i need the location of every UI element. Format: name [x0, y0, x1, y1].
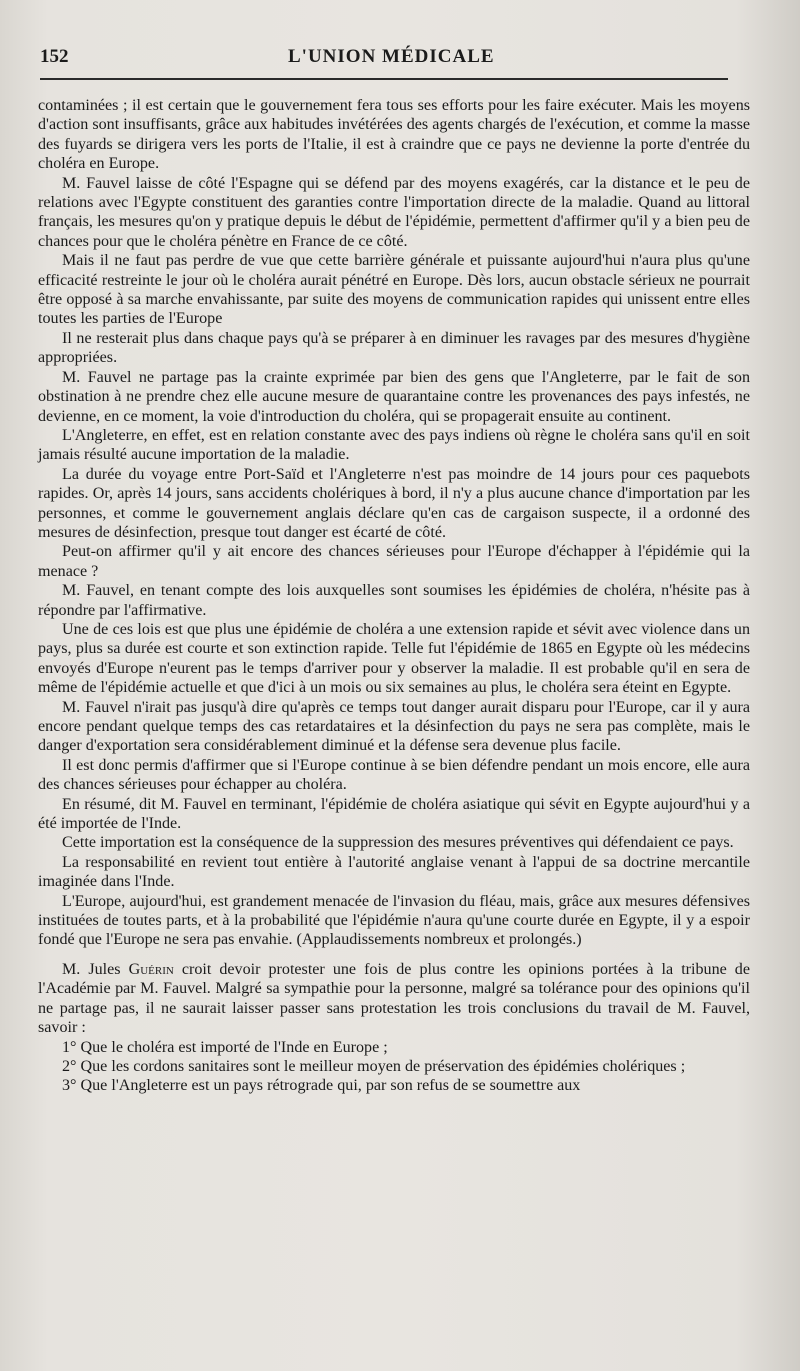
page-number: 152 — [40, 46, 69, 67]
paragraph: Cette importation est la conséquence de la suppression des mesures préventives qui défendaient ce pays. — [62, 834, 734, 852]
conclusion-item: 2° Que les cordons sanitaires sont le meilleur moyen de préservation des épidémies cholériques ; — [62, 1057, 686, 1075]
guerin-text: croit devoir protester une fois de plus contre les opinions portées à la tribune de l'Académie par M. Fauvel. Malgré sa sympathie pour la personne, malgré sa tolérance pour des opinions qu'il ne partage pas, il ne saurait laisser passer sans protestation les trois conclusions du travail de M. Fauvel, savoir : — [38, 960, 750, 1037]
paragraph: Il ne resterait plus dans chaque pays qu'à se préparer à en diminuer les ravages par des mesures d'hygiène appropriées. — [38, 329, 750, 367]
paragraph: En résumé, dit M. Fauvel en terminant, l'épidémie de choléra asiatique qui sévit en Egypte aujourd'hui y a été importée de l'Inde. — [38, 795, 750, 833]
paragraph: M. Fauvel n'irait pas jusqu'à dire qu'après ce temps tout danger aurait disparu pour l'Europe, car il y aura encore pendant quelque temps des cas retardataires et la désinfection du pays ne sera pas complète, mais le danger d'exportation sera considérablement diminué et la défense sera devenue plus facile. — [38, 698, 750, 755]
paragraph: Mais il ne faut pas perdre de vue que cette barrière générale et puissante aujourd'hui n'aura plus qu'une efficacité restreinte le jour où le choléra aurait pénétré en Europe. Dès lors, aucun obstacle sérieux ne pourrait être opposé à sa marche envahissante, par suite des moyens de communication rapides qui unissent entre elles toutes les parties de l'Europe — [38, 252, 750, 328]
paragraph: La responsabilité en revient tout entière à l'autorité anglaise venant à l'appui de sa doctrine mercantile imaginée dans l'Inde. — [38, 853, 750, 891]
paragraph: Une de ces lois est que plus une épidémie de choléra a une extension rapide et sévit avec violence dans un pays, plus sa durée est courte et son extinction rapide. Telle fut l'épidémie de 1865 en Egypte où les médecins envoyés d'Europe n'eurent pas le temps d'arriver pour y observer la maladie. Il est probable qu'il en sera de même de l'épidémie actuelle et que d'ici à un mois ou six semaines au plus, le choléra sera éteint en Egypte. — [38, 620, 750, 697]
guerin-paragraph — [38, 960, 750, 1038]
running-title: L'UNION MÉDICALE — [288, 46, 495, 67]
header-rule — [40, 78, 728, 80]
paragraph: M. Fauvel, en tenant compte des lois auxquelles sont soumises les épidémies de choléra, n'hésite pas à répondre par l'affirmative. — [38, 582, 750, 619]
paragraph: Peut-on affirmer qu'il y ait encore des chances sérieuses pour l'Europe d'échapper à l'épidémie qui la menace ? — [38, 543, 750, 580]
paragraph: M. Fauvel laisse de côté l'Espagne qui se défend par des moyens exagérés, car la distance et le peu de relations avec l'Egypte constituent des garanties contre l'importation directe de la maladie. Quand au littoral français, les mesures qu'on y pratique depuis le début de l'épidémie, permettent d'affirmer qu'il y a bien peu de chances pour que le choléra pénètre en France de ce côté. — [38, 174, 750, 250]
conclusion-item: 1° Que le choléra est importé de l'Inde en Europe ; — [62, 1038, 388, 1056]
paragraph: M. Fauvel ne partage pas la crainte exprimée par bien des gens que l'Angleterre, par le fait de son obstination à ne prendre chez elle aucune mesure de quarantaine contre les provenances des pays infestés, ne devienne, en ce moment, la voie d'introduction du choléra, qui se propagerait ensuite au continent. — [38, 368, 750, 425]
paragraph: Il est donc permis d'affirmer que si l'Europe continue à se bien défendre pendant un mois encore, elle aura des chances sérieuses pour échapper au choléra. — [38, 756, 750, 794]
speaker-name: Guérin — [128, 960, 174, 978]
paragraph: L'Angleterre, en effet, est en relation constante avec des pays indiens où règne le choléra sans qu'il en soit jamais résulté aucune importation de la maladie. — [38, 426, 750, 464]
page-header — [40, 46, 740, 72]
guerin-prefix: M. Jules — [62, 960, 129, 978]
paragraph: contaminées ; il est certain que le gouvernement fera tous ses efforts pour les faire exécuter. Mais les moyens d'action sont insuffisants, grâce aux habitudes invétérées des agents chargés de l'exécution, et comme la masse des fuyards se dirigera vers les ports de l'Italie, il est à craindre que ce pays ne devienne la porte d'entrée du choléra en Europe. — [38, 97, 750, 173]
article-body — [38, 96, 750, 1096]
conclusion-item: 3° Que l'Angleterre est un pays rétrograde qui, par son refus de se soumettre aux — [62, 1077, 581, 1095]
paragraph: La durée du voyage entre Port-Saïd et l'Angleterre n'est pas moindre de 14 jours pour ces paquebots rapides. Or, après 14 jours, sans accidents cholériques à bord, il n'y a plus aucune chance d'importation par les personnes, et comme le gouvernement anglais déclare qu'en cas de cargaison suspecte, il a ordonné des mesures de désinfection, presque tout danger est écarté de côté. — [38, 465, 750, 541]
paragraph: L'Europe, aujourd'hui, est grandement menacée de l'invasion du fléau, mais, grâce aux mesures défensives instituées de toutes parts, et à la probabilité que l'épidémie n'aura qu'une courte durée en Egypte, il y a espoir fondé que l'Europe ne sera pas envahie. (Applaudissements nombreux et prolongés.) — [38, 892, 750, 949]
